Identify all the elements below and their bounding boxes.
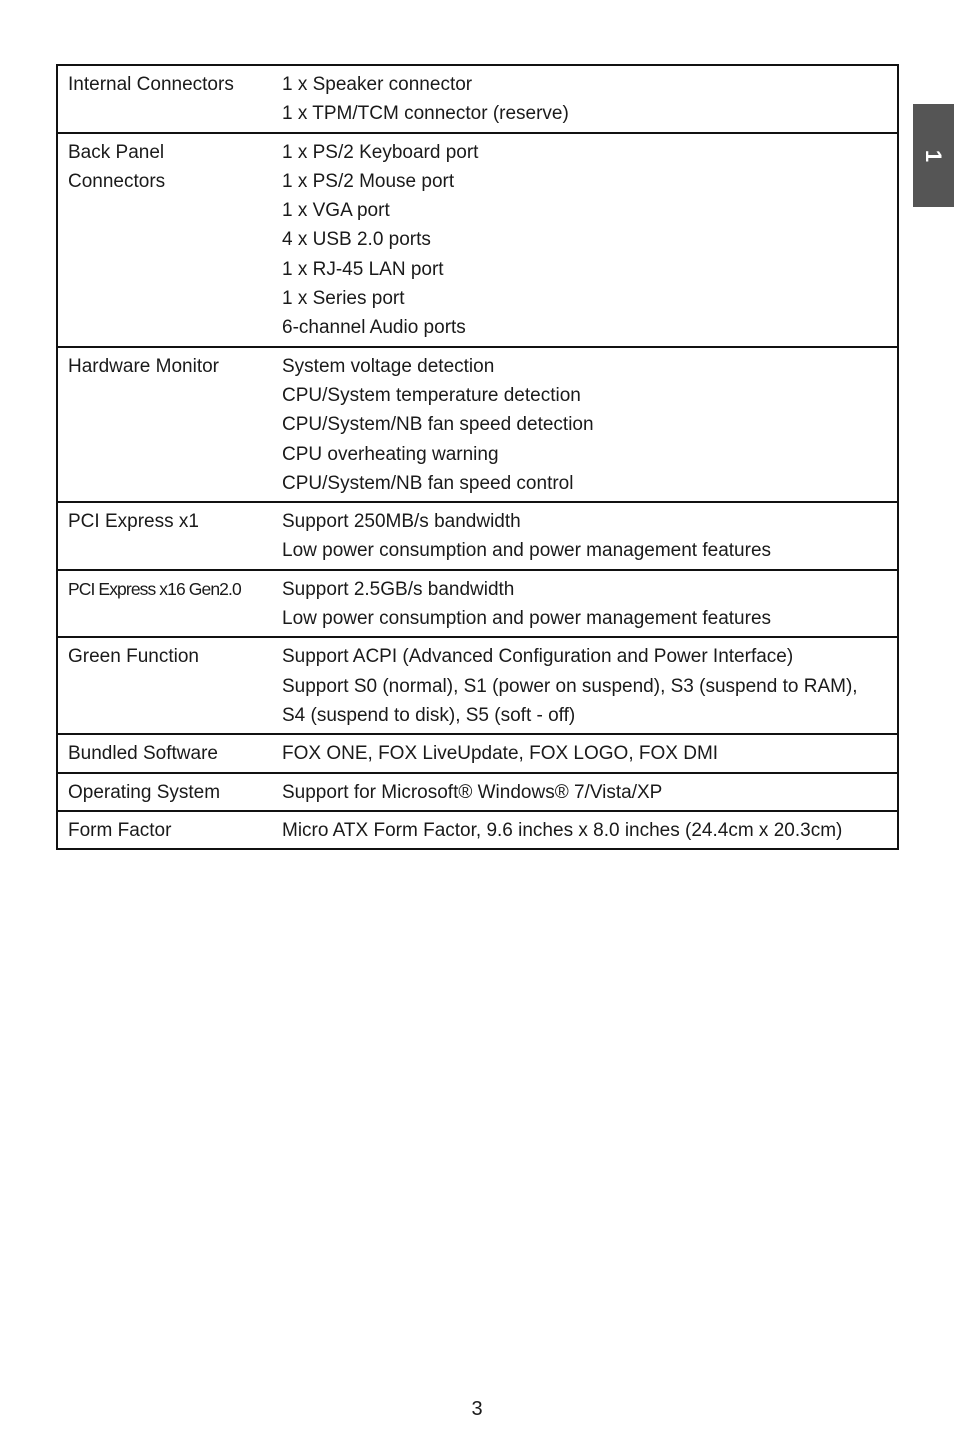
spec-value-line: Support ACPI (Advanced Configuration and Power Interface) bbox=[282, 646, 794, 668]
spec-value-line: Support for Microsoft® Windows® 7/Vista/XP bbox=[282, 781, 663, 803]
page-number: 3 bbox=[471, 1398, 483, 1420]
spec-value-line: 1 x Series port bbox=[282, 288, 405, 310]
table-row bbox=[57, 734, 898, 772]
spec-values bbox=[275, 811, 898, 849]
spec-value-line: 6-channel Audio ports bbox=[282, 317, 466, 339]
spec-value-line: CPU/System/NB fan speed detection bbox=[282, 414, 594, 436]
spec-values bbox=[275, 65, 898, 133]
chapter-tab-number: 1 bbox=[921, 149, 947, 162]
specification-table bbox=[56, 64, 899, 850]
spec-label: PCI Express x16 Gen2.0 bbox=[68, 578, 241, 599]
table-row bbox=[57, 133, 898, 347]
spec-label bbox=[57, 133, 275, 347]
spec-label: Hardware Monitor bbox=[68, 355, 219, 377]
spec-value-line: CPU/System temperature detection bbox=[282, 384, 581, 406]
table-row bbox=[57, 637, 898, 734]
spec-value-line: Micro ATX Form Factor, 9.6 inches x 8.0 inches (24.4cm x 20.3cm) bbox=[282, 819, 843, 841]
spec-value-line: Support S0 (normal), S1 (power on suspend), S3 (suspend to RAM), bbox=[282, 675, 858, 697]
table-row bbox=[57, 347, 898, 502]
spec-values bbox=[275, 133, 898, 347]
spec-value-line: 1 x VGA port bbox=[282, 200, 390, 222]
spec-value-line: 1 x TPM/TCM connector (reserve) bbox=[282, 103, 569, 125]
spec-value-line: S4 (suspend to disk), S5 (soft - off) bbox=[282, 704, 576, 726]
spec-values bbox=[275, 773, 898, 811]
spec-value-line: Low power consumption and power management features bbox=[282, 540, 772, 562]
spec-values bbox=[275, 347, 898, 502]
spec-value-line: FOX ONE, FOX LiveUpdate, FOX LOGO, FOX DMI bbox=[282, 743, 719, 765]
spec-label: Operating System bbox=[68, 781, 221, 803]
spec-value-line: Low power consumption and power management features bbox=[282, 608, 772, 630]
spec-value-line: CPU overheating warning bbox=[282, 443, 499, 465]
table-row bbox=[57, 65, 898, 133]
spec-values bbox=[275, 570, 898, 638]
chapter-tab bbox=[913, 104, 954, 207]
table-row bbox=[57, 570, 898, 638]
spec-value-line: 1 x RJ-45 LAN port bbox=[282, 258, 444, 280]
spec-values bbox=[275, 637, 898, 734]
spec-value-line: 4 x USB 2.0 ports bbox=[282, 229, 431, 251]
spec-value-line: Support 250MB/s bandwidth bbox=[282, 511, 521, 533]
spec-value-line: Support 2.5GB/s bandwidth bbox=[282, 578, 515, 600]
spec-values bbox=[275, 502, 898, 570]
spec-label-line: Back Panel bbox=[68, 141, 165, 163]
spec-value-line: 1 x Speaker connector bbox=[282, 74, 473, 95]
spec-label-line: Connectors bbox=[68, 170, 166, 192]
spec-label: PCI Express x1 bbox=[68, 511, 199, 533]
table-row bbox=[57, 502, 898, 570]
spec-label: Internal Connectors bbox=[68, 74, 234, 95]
spec-value-line: CPU/System/NB fan speed control bbox=[282, 472, 574, 494]
spec-label: Form Factor bbox=[68, 819, 172, 841]
spec-value-line: 1 x PS/2 Keyboard port bbox=[282, 141, 479, 163]
spec-label: Green Function bbox=[68, 646, 199, 668]
spec-values bbox=[275, 734, 898, 772]
table-row bbox=[57, 773, 898, 811]
spec-value-line: 1 x PS/2 Mouse port bbox=[282, 170, 455, 192]
table-row bbox=[57, 811, 898, 849]
spec-label: Bundled Software bbox=[68, 743, 218, 765]
spec-value-line: System voltage detection bbox=[282, 355, 495, 377]
